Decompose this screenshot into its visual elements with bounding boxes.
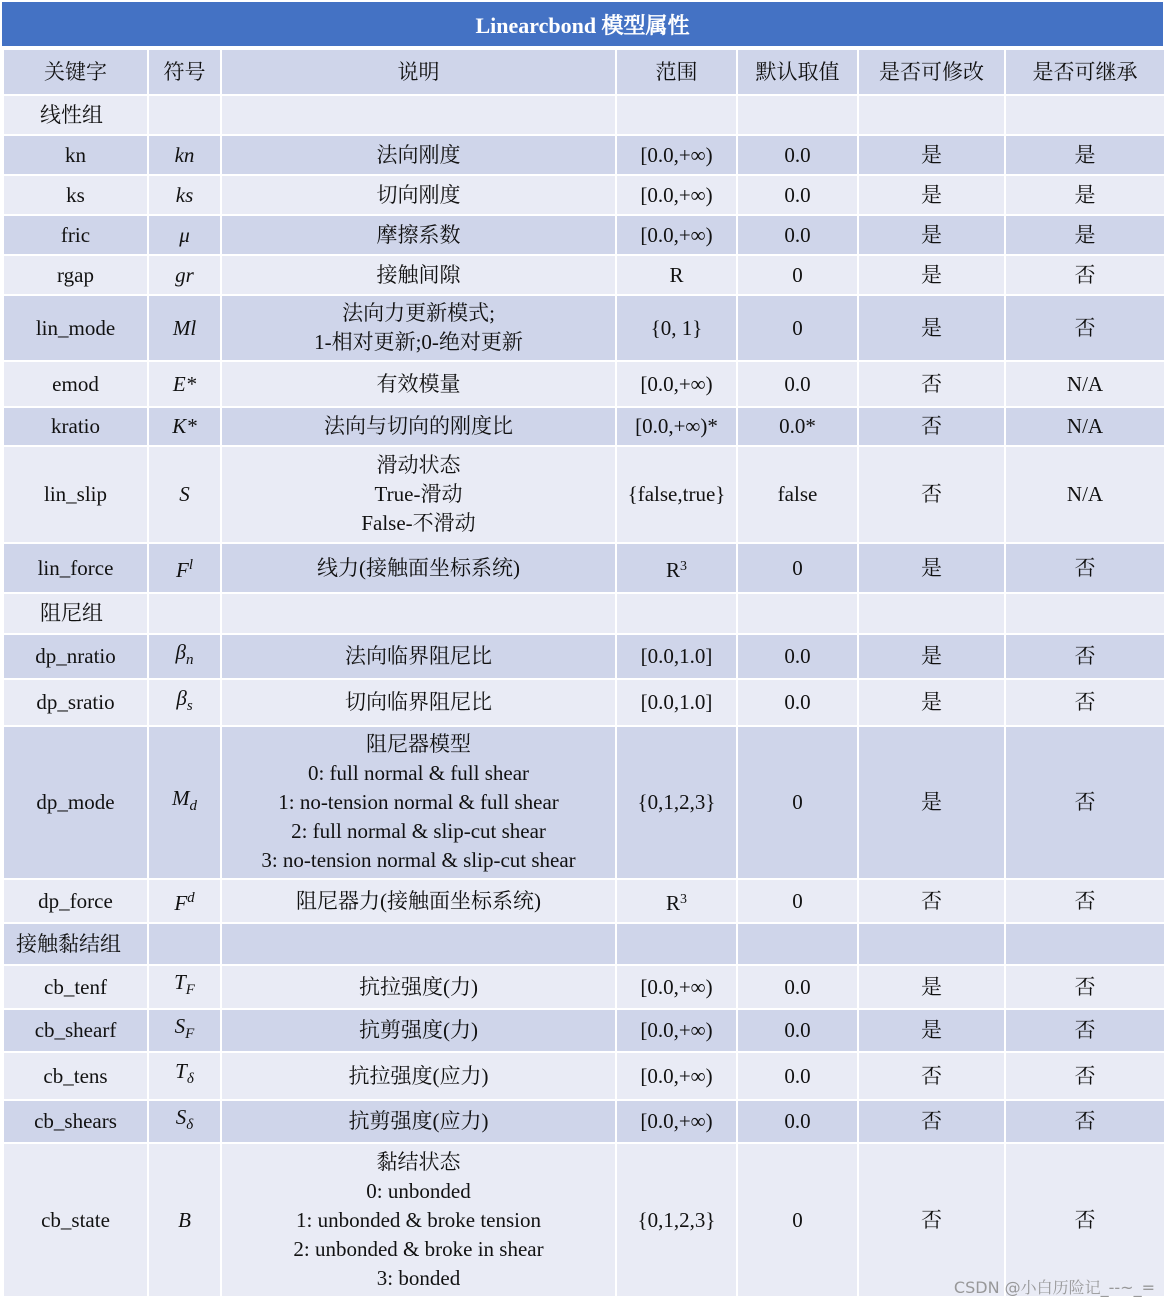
properties-table [2, 48, 1166, 1298]
cell-description: 黏结状态 0: unbonded 1: unbonded & broke tension 2: unbonded & broke in shear 3: bonded [221, 1143, 616, 1297]
group-label: 线性组 [3, 95, 148, 135]
cell-range: [0.0,+∞)* [616, 407, 737, 446]
table-row [3, 407, 1165, 446]
table-row [3, 175, 1165, 215]
cell-keyword: cb_state [3, 1143, 148, 1297]
cell-symbol: $M_d$ [148, 726, 221, 879]
header-modifiable: 是否可修改 [858, 49, 1005, 95]
cell-description: 线力(接触面坐标系统) [221, 543, 616, 593]
cell-description: 阻尼器模型 0: full normal & full shear 1: no-tension normal & full shear 2: full normal & slip-cut shear 3: no-tension normal & slip-cut shear [221, 726, 616, 879]
cell-default: 0.0 [737, 1100, 858, 1143]
cell-default: 0.0 [737, 1052, 858, 1100]
header-description: 说明 [221, 49, 616, 95]
cell-default: 0 [737, 255, 858, 295]
cell-range: [0.0,1.0] [616, 679, 737, 726]
cell-symbol: $\beta_n$ [148, 634, 221, 679]
cell-description: 接触间隙 [221, 255, 616, 295]
group-row-damping [3, 593, 1165, 634]
cell-range: $R^3$ [616, 879, 737, 923]
cell-keyword: emod [3, 361, 148, 407]
cell-default: 0 [737, 1143, 858, 1297]
cell-inheritable: 否 [1005, 726, 1165, 879]
cell-symbol: S [148, 446, 221, 543]
cell-symbol: K* [148, 407, 221, 446]
table-row [3, 1009, 1165, 1052]
cell-modifiable: 是 [858, 135, 1005, 175]
group-label: 接触黏结组 [3, 923, 148, 965]
cell-default: 0 [737, 879, 858, 923]
table-row [3, 965, 1165, 1009]
cell-symbol: $F^l$ [148, 543, 221, 593]
cell-default: 0 [737, 295, 858, 361]
cell-inheritable: 否 [1005, 1143, 1165, 1297]
cell-default: 0.0 [737, 1009, 858, 1052]
cell-description: 法向力更新模式; 1-相对更新;0-绝对更新 [221, 295, 616, 361]
cell-description: 法向与切向的刚度比 [221, 407, 616, 446]
cell-range: [0.0,1.0] [616, 634, 737, 679]
cell-modifiable: 否 [858, 361, 1005, 407]
cell-keyword: lin_mode [3, 295, 148, 361]
cell-keyword: cb_shears [3, 1100, 148, 1143]
cell-symbol: B [148, 1143, 221, 1297]
cell-keyword: cb_shearf [3, 1009, 148, 1052]
cell-description: 阻尼器力(接触面坐标系统) [221, 879, 616, 923]
cell-keyword: rgap [3, 255, 148, 295]
table-row [3, 634, 1165, 679]
cell-inheritable: 否 [1005, 634, 1165, 679]
header-symbol: 符号 [148, 49, 221, 95]
cell-symbol: $S_F$ [148, 1009, 221, 1052]
table-row [3, 726, 1165, 879]
cell-description: 抗拉强度(力) [221, 965, 616, 1009]
cell-keyword: ks [3, 175, 148, 215]
cell-range: [0.0,+∞) [616, 215, 737, 255]
cell-description: 切向刚度 [221, 175, 616, 215]
cell-inheritable: 是 [1005, 215, 1165, 255]
cell-range: {false,true} [616, 446, 737, 543]
cell-keyword: kn [3, 135, 148, 175]
cell-modifiable: 是 [858, 726, 1005, 879]
cell-inheritable: 否 [1005, 1100, 1165, 1143]
cell-modifiable: 是 [858, 679, 1005, 726]
cell-range: [0.0,+∞) [616, 175, 737, 215]
cell-modifiable: 是 [858, 965, 1005, 1009]
cell-description: 切向临界阻尼比 [221, 679, 616, 726]
cell-symbol: gr [148, 255, 221, 295]
cell-range: {0,1,2,3} [616, 726, 737, 879]
cell-default: 0.0 [737, 175, 858, 215]
cell-description: 滑动状态 True-滑动 False-不滑动 [221, 446, 616, 543]
table-row [3, 135, 1165, 175]
table-row [3, 879, 1165, 923]
cell-inheritable: 否 [1005, 255, 1165, 295]
cell-default: 0.0 [737, 135, 858, 175]
group-label: 阻尼组 [3, 593, 148, 634]
cell-default: 0.0* [737, 407, 858, 446]
header-range: 范围 [616, 49, 737, 95]
cell-keyword: lin_force [3, 543, 148, 593]
cell-modifiable: 是 [858, 1009, 1005, 1052]
cell-symbol: E* [148, 361, 221, 407]
cell-symbol: $S_\delta$ [148, 1100, 221, 1143]
cell-inheritable: 否 [1005, 1009, 1165, 1052]
cell-symbol: $T_F$ [148, 965, 221, 1009]
cell-default: 0 [737, 543, 858, 593]
cell-modifiable: 否 [858, 446, 1005, 543]
cell-inheritable: 是 [1005, 135, 1165, 175]
cell-keyword: dp_mode [3, 726, 148, 879]
table-row [3, 361, 1165, 407]
cell-symbol: $F^d$ [148, 879, 221, 923]
cell-inheritable: 否 [1005, 295, 1165, 361]
table-row [3, 679, 1165, 726]
cell-symbol: ks [148, 175, 221, 215]
cell-range: {0, 1} [616, 295, 737, 361]
cell-range: [0.0,+∞) [616, 1009, 737, 1052]
cell-modifiable: 否 [858, 879, 1005, 923]
cell-inheritable: N/A [1005, 407, 1165, 446]
cell-range: R [616, 255, 737, 295]
cell-description: 抗剪强度(应力) [221, 1100, 616, 1143]
table-row [3, 295, 1165, 361]
cell-keyword: cb_tenf [3, 965, 148, 1009]
table-title: Linearcbond 模型属性 [2, 2, 1163, 46]
cell-modifiable: 是 [858, 295, 1005, 361]
cell-range: [0.0,+∞) [616, 1052, 737, 1100]
cell-description: 法向临界阻尼比 [221, 634, 616, 679]
cell-symbol: Ml [148, 295, 221, 361]
cell-range: [0.0,+∞) [616, 965, 737, 1009]
header-row [3, 49, 1165, 95]
table-row [3, 1143, 1165, 1297]
cell-inheritable: 是 [1005, 175, 1165, 215]
cell-inheritable: 否 [1005, 965, 1165, 1009]
table-row [3, 543, 1165, 593]
cell-symbol: μ [148, 215, 221, 255]
table-row [3, 215, 1165, 255]
table-row [3, 1100, 1165, 1143]
cell-inheritable: N/A [1005, 361, 1165, 407]
cell-description: 抗拉强度(应力) [221, 1052, 616, 1100]
header-keyword: 关键字 [3, 49, 148, 95]
cell-keyword: lin_slip [3, 446, 148, 543]
cell-range: $R^3$ [616, 543, 737, 593]
cell-default: 0.0 [737, 215, 858, 255]
cell-modifiable: 否 [858, 407, 1005, 446]
cell-description: 抗剪强度(力) [221, 1009, 616, 1052]
cell-description: 有效模量 [221, 361, 616, 407]
group-row-bond [3, 923, 1165, 965]
cell-keyword: kratio [3, 407, 148, 446]
cell-description: 法向刚度 [221, 135, 616, 175]
watermark: CSDN @小白历险记_--~_= [953, 1278, 1155, 1297]
cell-modifiable: 否 [858, 1143, 1005, 1297]
cell-default: 0.0 [737, 634, 858, 679]
header-inheritable: 是否可继承 [1005, 49, 1165, 95]
cell-modifiable: 是 [858, 634, 1005, 679]
cell-default: false [737, 446, 858, 543]
cell-inheritable: 否 [1005, 879, 1165, 923]
cell-modifiable: 是 [858, 255, 1005, 295]
cell-symbol: kn [148, 135, 221, 175]
cell-modifiable: 是 [858, 215, 1005, 255]
cell-modifiable: 否 [858, 1052, 1005, 1100]
cell-inheritable: 否 [1005, 543, 1165, 593]
cell-modifiable: 否 [858, 1100, 1005, 1143]
cell-default: 0.0 [737, 679, 858, 726]
cell-range: [0.0,+∞) [616, 1100, 737, 1143]
cell-keyword: dp_force [3, 879, 148, 923]
cell-range: [0.0,+∞) [616, 361, 737, 407]
cell-symbol: $\beta_s$ [148, 679, 221, 726]
cell-inheritable: 否 [1005, 679, 1165, 726]
cell-keyword: dp_sratio [3, 679, 148, 726]
cell-range: {0,1,2,3} [616, 1143, 737, 1297]
cell-description: 摩擦系数 [221, 215, 616, 255]
cell-keyword: fric [3, 215, 148, 255]
cell-inheritable: 否 [1005, 1052, 1165, 1100]
cell-symbol: $T_\delta$ [148, 1052, 221, 1100]
cell-inheritable: N/A [1005, 446, 1165, 543]
header-default: 默认取值 [737, 49, 858, 95]
cell-keyword: dp_nratio [3, 634, 148, 679]
cell-default: 0.0 [737, 361, 858, 407]
cell-range: [0.0,+∞) [616, 135, 737, 175]
cell-default: 0 [737, 726, 858, 879]
group-row-linear [3, 95, 1165, 135]
cell-modifiable: 是 [858, 543, 1005, 593]
table-row [3, 1052, 1165, 1100]
cell-default: 0.0 [737, 965, 858, 1009]
table-row [3, 446, 1165, 543]
cell-modifiable: 是 [858, 175, 1005, 215]
cell-keyword: cb_tens [3, 1052, 148, 1100]
table-row [3, 255, 1165, 295]
